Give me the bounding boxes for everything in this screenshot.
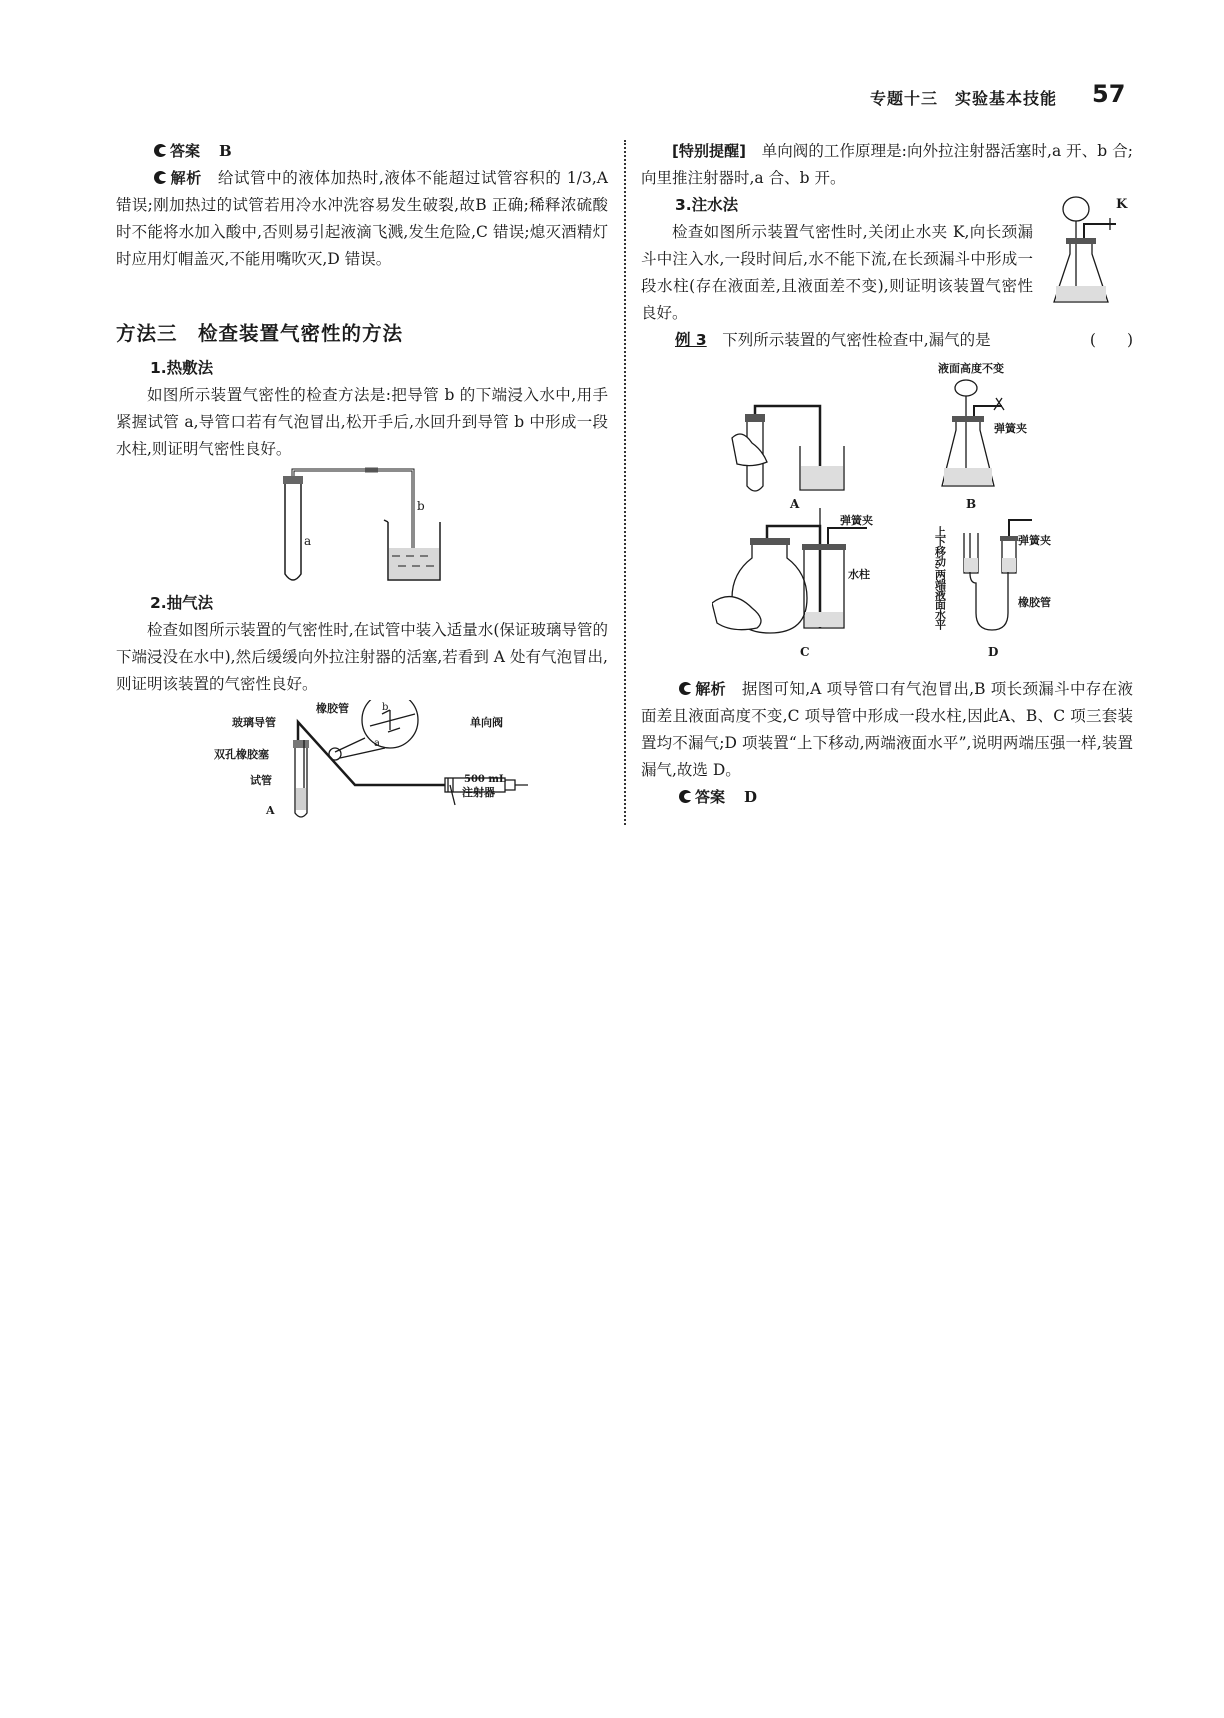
fig-c-water: 水柱	[848, 568, 870, 581]
fig-b-clamp: 弹簧夹	[994, 422, 1027, 435]
method-3-title: 3.注水法	[675, 196, 739, 214]
example-label: 例 3	[675, 331, 707, 349]
fig2-label-valve-a: a	[374, 738, 380, 749]
fig-c-label: C	[800, 645, 810, 659]
fig2-label-syringe: 注射器	[462, 786, 495, 799]
section-title: 方法三 检查装置气密性的方法	[116, 322, 404, 345]
answer-2	[641, 784, 1133, 811]
method-1	[116, 355, 608, 463]
example-answer-blank: ( )	[1089, 331, 1133, 349]
fig-c-clamp: 弹簧夹	[840, 514, 873, 527]
fig2-label-valve-b: b	[382, 702, 389, 713]
fig-b-label: B	[966, 497, 977, 511]
column-divider	[624, 140, 626, 825]
fig3-label-k: K	[1116, 197, 1128, 212]
fig1-label-b: b	[417, 499, 425, 513]
analysis-2-label: 解析	[695, 680, 727, 698]
tip-label: [特别提醒]	[672, 142, 747, 160]
fig2-label-glass-tube: 玻璃导管	[232, 716, 276, 729]
answer-1-value: B	[218, 142, 232, 160]
fig-d-clamp: 弹簧夹	[1018, 534, 1051, 547]
fig2-label-stopper: 双孔橡胶塞	[214, 748, 269, 761]
answer-marker-icon	[154, 144, 167, 157]
method-1-text: 如图所示装置气密性的检查方法是:把导管 b 的下端浸入水中,用手紧握试管 a,导管口若有气泡冒出,松开手后,水回升到导管 b 中形成一段水柱,则证明气密性良好。	[116, 386, 608, 458]
method-2-title: 2.抽气法	[150, 594, 214, 612]
method-2-text: 检查如图所示装置的气密性时,在试管中装入适量水(保证玻璃导管的下端浸没在水中),然后缓缓向外拉注射器的活塞,若看到 A 处有气泡冒出,则证明该装置的气密性良好。	[116, 621, 608, 693]
analysis-2	[641, 676, 1133, 784]
method-2	[116, 590, 608, 698]
example-text: 下列所示装置的气密性检查中,漏气的是	[722, 331, 991, 349]
water-injection-figure	[1046, 194, 1134, 314]
analysis-2-text: 据图可知,A 项导管口有气泡冒出,B 项长颈漏斗中存在液面差且液面高度不变,C 项导管中形成一段水柱,因此A、B、C 项三套装置均不漏气;D 项装置“上下移动,两端液面水平”,说明两端压强一样,装置漏气,故选 D。	[641, 680, 1133, 779]
fig2-label-rubber-tube: 橡胶管	[316, 702, 349, 715]
tip-text: 单向阀的工作原理是:向外拉注射器活塞时,a 开、b 合;向里推注射器时,a 合、b 开。	[641, 142, 1133, 187]
example-3	[641, 327, 1133, 354]
answer-1	[116, 138, 608, 165]
answer-1-label: 答案	[170, 142, 201, 160]
suction-method-figure	[210, 700, 530, 826]
analysis-1-text: 给试管中的液体加热时,液体不能超过试管容积的 1/3,A 错误;刚加热过的试管若用冷水冲洗容易发生破裂,故B 正确;稀释浓硫酸时不能将水加入酸中,否则易引起液滴飞溅,发生危险,C 错误;熄灭酒精灯时应用灯帽盖灭,不能用嘴吹灭,D 错误。	[116, 169, 608, 268]
fig2-label-syringe-volume: 500 mL	[464, 774, 506, 785]
fig-b-note: 液面高度不变	[938, 362, 1004, 375]
fig-d-label: D	[988, 645, 999, 659]
fig2-label-test-tube: 试管	[250, 774, 272, 787]
fig1-label-a: a	[304, 534, 312, 548]
heating-method-figure	[270, 462, 450, 590]
analysis-1	[116, 165, 608, 273]
page-number: 57	[1092, 80, 1126, 108]
analysis-1-label: 解析	[170, 169, 202, 187]
answer-2-value: D	[743, 788, 757, 806]
fig-d-note: 上下移动,两端液面水平	[933, 526, 947, 629]
method-1-title: 1.热敷法	[150, 359, 214, 377]
analysis-marker-icon	[154, 171, 167, 184]
fig-a-label: A	[790, 497, 800, 511]
fig2-label-point-a: A	[266, 804, 275, 817]
example-figures	[712, 358, 1072, 663]
running-header-title: 专题十三 实验基本技能	[870, 89, 1058, 108]
fig-d-tube: 橡胶管	[1018, 596, 1051, 609]
special-tip	[641, 138, 1133, 192]
method-3-text: 检查如图所示装置气密性时,关闭止水夹 K,向长颈漏斗中注入水,一段时间后,水不能下流,在长颈漏斗中形成一段水柱(存在液面差,且液面差不变),则证明该装置气密性良好。	[641, 223, 1033, 322]
answer-2-marker-icon	[679, 790, 692, 803]
answer-2-label: 答案	[695, 788, 726, 806]
analysis-2-marker-icon	[679, 682, 692, 695]
fig2-label-check-valve: 单向阀	[470, 716, 503, 729]
